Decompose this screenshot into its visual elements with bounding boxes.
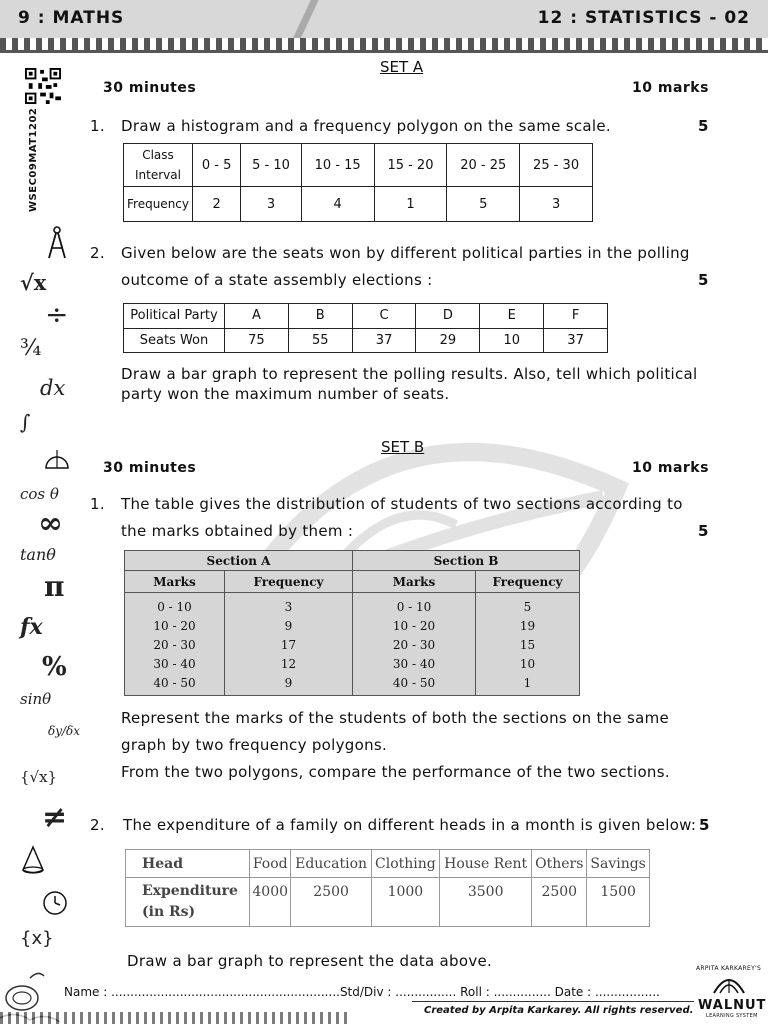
walnut-logo-icon — [712, 973, 746, 995]
question-text: Draw a bar graph to represent the data above. — [127, 952, 493, 970]
cone-icon — [20, 845, 46, 875]
pi-icon: π — [44, 570, 65, 603]
table-cell: 20 - 25 — [447, 144, 520, 187]
protractor-icon — [44, 448, 70, 470]
table-cell: 29 — [416, 328, 480, 353]
table-header: Section B — [353, 551, 580, 571]
question-marks: 5 — [698, 117, 709, 135]
expenditure-table — [125, 849, 650, 927]
chapter-title: 12 : STATISTICS - 02 — [537, 8, 750, 28]
table-cell: 1000 — [371, 878, 439, 927]
cos-theta-icon: cos θ — [20, 485, 59, 503]
question-number: 2. — [90, 816, 105, 834]
infinity-icon: ∞ — [38, 506, 63, 541]
sqrt-x-icon: √x — [20, 270, 47, 295]
table-cell: 37 — [544, 328, 608, 353]
table-cell: 3 — [520, 187, 593, 222]
table-cell: 2 — [193, 187, 241, 222]
table-cell: 1 — [374, 187, 447, 222]
copyright-credit: Created by Arpita Karkarey. All rights reserved. — [424, 1005, 694, 1016]
table-cell: Food — [250, 850, 291, 878]
table-header: Section A — [125, 551, 353, 571]
table-cell: 25 - 30 — [520, 144, 593, 187]
question-text: From the two polygons, compare the performance of the two sections. — [121, 763, 670, 781]
table-cell: 3 — [241, 187, 302, 222]
question-text: The expenditure of a family on different heads in a month is given below: — [123, 816, 697, 834]
brand-tagline: ARPITA KARKAREY'S — [696, 965, 762, 972]
question-text: graph by two frequency polygons. — [121, 736, 388, 754]
tan-theta-icon: tanθ — [20, 545, 56, 564]
question-text: Draw a histogram and a frequency polygon on the same scale. — [121, 117, 611, 135]
table-header: Frequency — [225, 571, 353, 593]
clock-icon — [42, 890, 68, 916]
set-a-time: 30 minutes — [103, 80, 197, 96]
question-text: Given below are the seats won by different political parties in the polling — [121, 244, 690, 262]
brand-subtitle: LEARNING SYSTEM — [706, 1013, 758, 1019]
table-header: Political Party — [124, 304, 225, 329]
class-interval-table — [123, 143, 593, 222]
table-header: Seats Won — [124, 328, 225, 353]
header-divider — [275, 0, 335, 40]
table-cell: 5 19 15 10 1 — [476, 593, 580, 696]
question-text: party won the maximum number of seats. — [121, 385, 450, 403]
footer-rule — [412, 1001, 694, 1002]
table-cell: 37 — [352, 328, 416, 353]
table-cell: C — [352, 304, 416, 329]
table-cell: 0 - 10 10 - 20 20 - 30 30 - 40 40 - 50 — [125, 593, 225, 696]
set-a-marks: 10 marks — [632, 80, 709, 96]
compass-icon — [46, 226, 68, 260]
table-cell: Savings — [587, 850, 650, 878]
table-cell: Education — [291, 850, 371, 878]
table-cell: 0 - 10 10 - 20 20 - 30 30 - 40 40 - 50 — [353, 593, 476, 696]
derivative-icon: δy/δx — [48, 724, 81, 738]
function-icon: fx — [20, 614, 43, 640]
table-cell: 3 9 17 12 9 — [225, 593, 353, 696]
table-cell: Clothing — [371, 850, 439, 878]
set-b-title: SET B — [381, 438, 425, 456]
table-cell: 0 - 5 — [193, 144, 241, 187]
set-sqrt-icon: {√x} — [20, 768, 58, 786]
question-marks: 5 — [698, 522, 709, 540]
table-cell: A — [225, 304, 289, 329]
table-cell: 15 - 20 — [374, 144, 447, 187]
subject-title: 9 : MATHS — [18, 8, 125, 28]
table-cell: 5 - 10 — [241, 144, 302, 187]
table-cell: 2500 — [291, 878, 371, 927]
footer-pattern — [0, 1012, 350, 1024]
table-cell: 4 — [301, 187, 374, 222]
seats-table — [123, 303, 608, 353]
dx-icon: dx — [40, 376, 66, 400]
set-b-marks: 10 marks — [632, 460, 709, 476]
table-header: Class Interval — [124, 144, 193, 187]
question-number: 1. — [90, 117, 105, 135]
table-cell: 2500 — [532, 878, 587, 927]
worksheet-code: WSEC09MAT1202 — [28, 107, 39, 212]
question-text: Represent the marks of the students of both the sections on the same — [121, 709, 670, 727]
table-cell: Others — [532, 850, 587, 878]
table-cell: 10 - 15 — [301, 144, 374, 187]
three-quarters-icon: ¾ — [20, 336, 42, 361]
table-cell: 1500 — [587, 878, 650, 927]
brand-name: WALNUT — [698, 998, 767, 1013]
student-info-fields[interactable]: Name : ............................................................Std/Div : ................ Roll : ............... Date : ................. — [64, 985, 660, 999]
question-text: outcome of a state assembly elections : — [121, 271, 433, 289]
question-text: the marks obtained by them : — [121, 522, 354, 540]
divide-icon: ÷ — [45, 298, 69, 331]
header-rule — [0, 50, 768, 53]
table-cell: F — [544, 304, 608, 329]
table-header: Frequency — [476, 571, 580, 593]
integral-icon: ∫ — [20, 410, 31, 434]
table-cell: D — [416, 304, 480, 329]
table-cell: 5 — [447, 187, 520, 222]
table-header: Frequency — [124, 187, 193, 222]
set-b-time: 30 minutes — [103, 460, 197, 476]
table-cell: 3500 — [440, 878, 532, 927]
question-marks: 5 — [698, 271, 709, 289]
sections-table — [124, 550, 580, 696]
table-cell: 4000 — [250, 878, 291, 927]
question-text: The table gives the distribution of students of two sections according to — [121, 495, 683, 513]
table-cell: 55 — [288, 328, 352, 353]
question-text: Draw a bar graph to represent the polling results. Also, tell which political — [121, 365, 698, 383]
table-cell: House Rent — [440, 850, 532, 878]
qr-code-icon[interactable] — [24, 68, 62, 104]
table-cell: 10 — [480, 328, 544, 353]
set-x-icon: {x} — [20, 928, 54, 949]
table-header: Expenditure (in Rs) — [126, 878, 250, 927]
not-equal-icon: ≠ — [42, 800, 68, 835]
question-number: 2. — [90, 244, 105, 262]
table-header: Marks — [353, 571, 476, 593]
question-marks: 5 — [699, 816, 710, 834]
table-header: Head — [126, 850, 250, 878]
set-a-title: SET A — [380, 58, 424, 76]
table-header: Marks — [125, 571, 225, 593]
table-cell: B — [288, 304, 352, 329]
question-number: 1. — [90, 495, 105, 513]
table-cell: 75 — [225, 328, 289, 353]
table-cell: E — [480, 304, 544, 329]
percent-icon: % — [42, 652, 67, 682]
sin-theta-icon: sinθ — [20, 690, 52, 708]
